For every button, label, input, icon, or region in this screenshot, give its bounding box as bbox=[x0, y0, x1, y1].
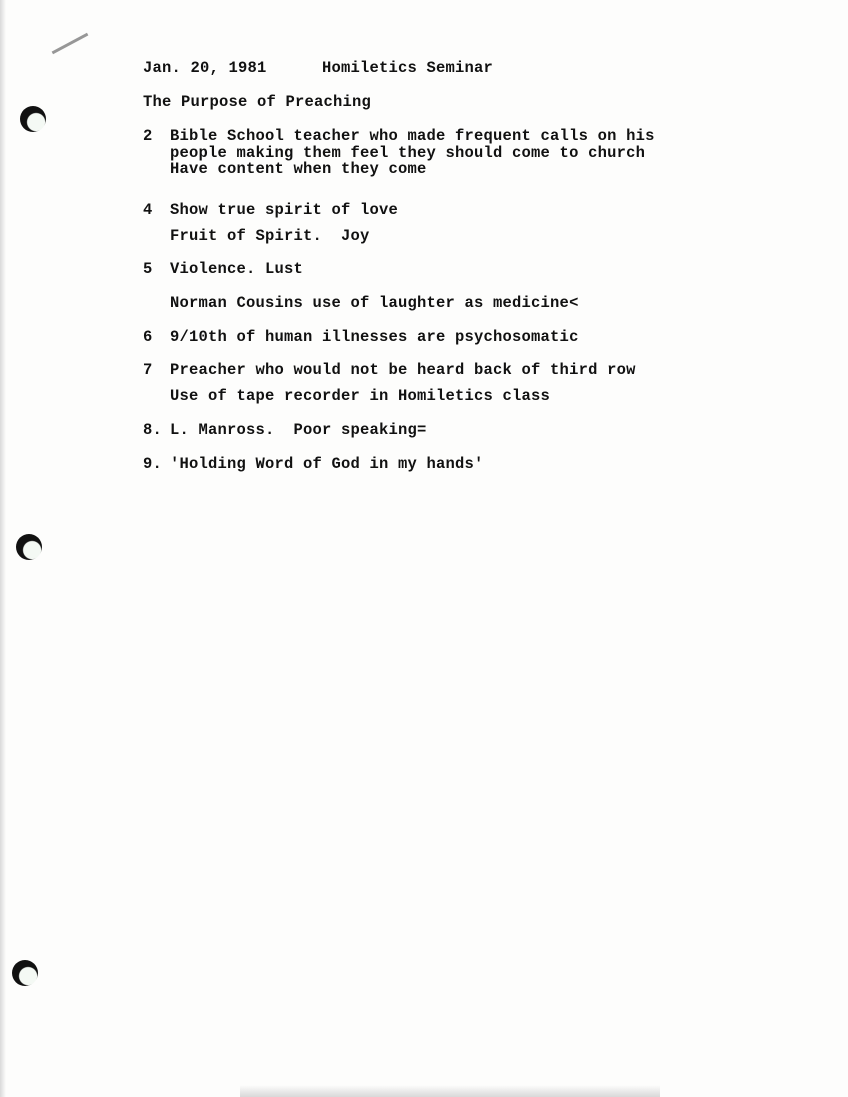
item-number: 9. bbox=[143, 455, 163, 473]
item-line: Show true spirit of love bbox=[170, 201, 399, 219]
page-bottom-shadow bbox=[240, 1085, 660, 1097]
header-date: Jan. 20, 1981 bbox=[143, 59, 267, 77]
item-line: 9/10th of human illnesses are psychosomatic bbox=[170, 328, 579, 346]
punch-hole-top bbox=[20, 106, 46, 132]
item-line: Fruit of Spirit. Joy bbox=[170, 227, 370, 245]
punch-hole-bottom bbox=[12, 960, 38, 986]
item-line: people making them feel they should come to church bbox=[170, 144, 646, 162]
item-line: Bible School teacher who made frequent calls on his bbox=[170, 127, 655, 145]
item-number: 5 bbox=[143, 260, 153, 278]
item-line: L. Manross. Poor speaking= bbox=[170, 421, 427, 439]
item-line: Violence. Lust bbox=[170, 260, 304, 278]
item-line: 'Holding Word of God in my hands' bbox=[170, 455, 484, 473]
ink-smudge bbox=[52, 33, 89, 54]
page-title: The Purpose of Preaching bbox=[143, 93, 372, 111]
punch-hole-middle bbox=[16, 534, 42, 560]
item-number: 7 bbox=[143, 361, 153, 379]
page-edge-shadow bbox=[0, 0, 6, 1097]
item-number: 4 bbox=[143, 201, 153, 219]
item-number: 2 bbox=[143, 127, 153, 145]
item-line: Norman Cousins use of laughter as medicine< bbox=[170, 294, 579, 312]
item-number: 8. bbox=[143, 421, 163, 439]
item-line: Have content when they come bbox=[170, 160, 427, 178]
item-line: Use of tape recorder in Homiletics class bbox=[170, 387, 551, 405]
item-number: 6 bbox=[143, 328, 153, 346]
header-course: Homiletics Seminar bbox=[322, 59, 494, 77]
item-line: Preacher who would not be heard back of third row bbox=[170, 361, 636, 379]
